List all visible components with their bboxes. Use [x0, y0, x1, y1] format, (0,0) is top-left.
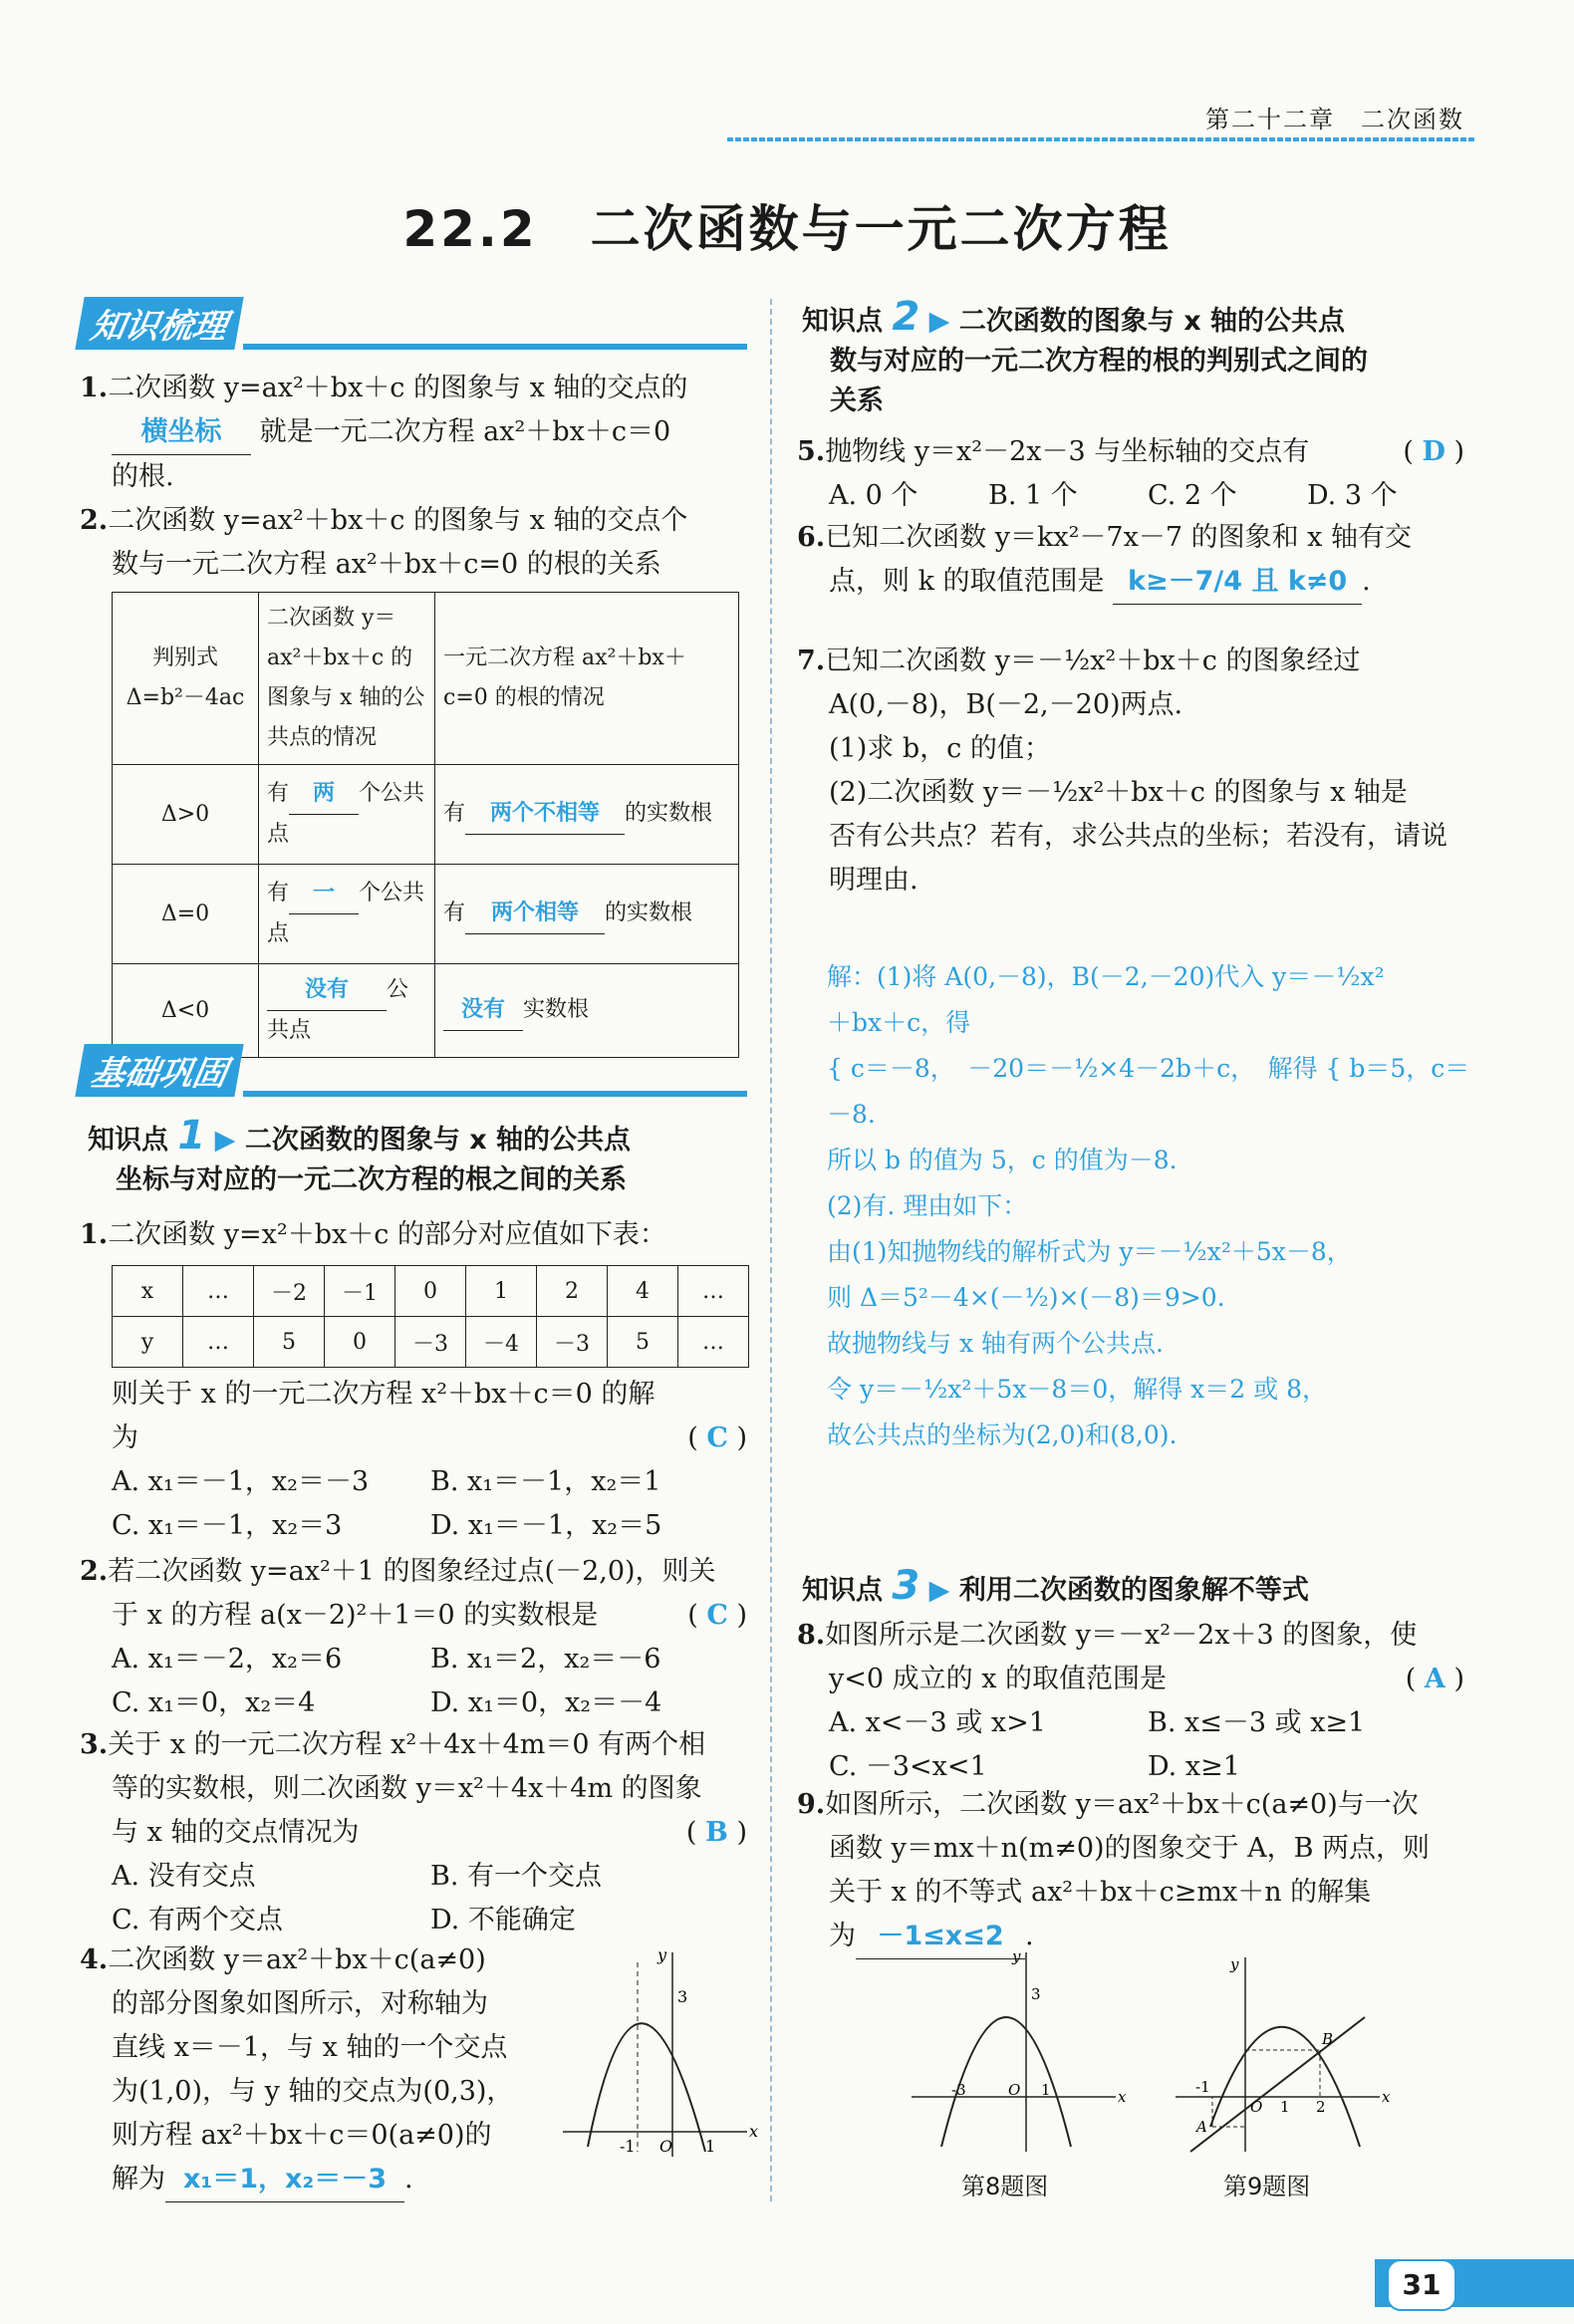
- table-row: Δ>0 有 两 个公共点 有 两个不相等 的实数根: [113, 765, 739, 865]
- header-line: [727, 137, 1474, 141]
- knowledge-point-heading-2: 知识点 2 ▶ 二次函数的图象与 x 轴的公共点 数与对应的一元二次方程的根的判别式之间的 关系: [802, 294, 1368, 416]
- table-cell: －3: [395, 1317, 466, 1368]
- table-row: Δ<0 没有 公共点 没有 实数根: [113, 964, 739, 1058]
- answer-blank: －1≤x≤2: [856, 1915, 1025, 1959]
- page-title: 22.2 二次函数与一元二次方程: [402, 200, 1172, 258]
- y-label: y: [1230, 1955, 1239, 1973]
- question-8: 8.如图所示是二次函数 y＝－x²－2x＋3 的图象，使 y<0 成立的 x 的取值范围是 ( A ) A. x<－3 或 x>1 B. x≤－3 或 x≥1 C. －3<x<1 D. x≥1: [797, 1620, 1464, 1782]
- table-cell: －4: [466, 1317, 537, 1368]
- question-6: 6.已知二次函数 y＝kx²－7x－7 的图象和 x 轴有交 点，则 k 的取值范围是 k≥－7/4 且 k≠0 .: [797, 516, 1474, 605]
- figure-9-graph: [1171, 1947, 1390, 2157]
- table-cell: －1: [325, 1266, 395, 1317]
- table-cell: －3: [537, 1317, 608, 1368]
- figure-8-graph: [907, 1947, 1126, 2157]
- line: [1190, 2017, 1365, 2152]
- question-1-body: 则关于 x 的一元二次方程 x²＋bx＋c＝0 的解 为 ( C ) A. x₁＝－1，x₂＝－3 B. x₁＝－1，x₂＝1 C. x₁＝－1，x₂＝3 D. x₁＝－1，x₂＝5: [112, 1379, 747, 1541]
- value-table: [112, 1265, 749, 1368]
- x-label: x: [1118, 2088, 1127, 2106]
- table-cell: x: [113, 1266, 183, 1317]
- x-label: x: [1382, 2088, 1391, 2106]
- table-cell: 2: [537, 1266, 608, 1317]
- table-cell: …: [678, 1266, 749, 1317]
- discriminant-table: 判别式 Δ=b²－4ac 二次函数 y＝ax²＋bx＋c 的图象与 x 轴的公共点的情况 一元二次方程 ax²＋bx＋c=0 的根的情况 Δ>0 有 两 个公共点 有 两个不相等 的实数根 Δ=0 有 一 个公共点 有 两个相等 的实数根 Δ<0 没有 公共点 没有 实数根: [112, 592, 739, 1058]
- q4-graph: [558, 1942, 757, 2162]
- section-label: 知识梳理: [75, 297, 243, 350]
- question-3: 3.关于 x 的一元二次方程 x²＋4x＋4m＝0 有两个相 等的实数根，则二次函数 y＝x²＋4x＋4m 的图象 与 x 轴的交点情况为 ( B ) A. 没有交点 B. 有一个交点 C. 有两个交点 D. 不能确定: [80, 1729, 747, 1936]
- table-cell: y: [113, 1317, 183, 1368]
- parabola: [1210, 2027, 1360, 2147]
- table-cell: …: [678, 1317, 749, 1368]
- table-cell: －2: [254, 1266, 325, 1317]
- point-a: A: [1196, 2118, 1207, 2136]
- tick-3: 3: [1031, 1985, 1041, 2003]
- table-cell: …: [183, 1317, 254, 1368]
- column-divider: [770, 299, 772, 2201]
- question-2: 2.若二次函数 y=ax²＋1 的图象经过点(－2,0)，则关 于 x 的方程 a(x－2)²＋1＝0 的实数根是 ( C ) A. x₁＝－2，x₂＝6 B. x₁＝2，x₂＝－6 C. x₁＝0，x₂＝4 D. x₁＝0，x₂＝－4: [80, 1556, 747, 1718]
- y-label: y: [1012, 1947, 1021, 1965]
- tick-1: 1: [1041, 2081, 1051, 2099]
- tick-m1: -1: [620, 2137, 636, 2156]
- answer-blank: k≥－7/4 且 k≠0: [1113, 560, 1362, 605]
- origin: O: [1008, 2081, 1021, 2099]
- table-cell: …: [183, 1266, 254, 1317]
- figure-8-caption: 第8题图: [961, 2173, 1049, 2200]
- question-9: 9.如图所示，二次函数 y＝ax²＋bx＋c(a≠0)与一次 函数 y＝mx＋n(m≠0)的图象交于 A，B 两点，则 关于 x 的不等式 ax²＋bx＋c≥mx＋n 的解集 为 －1≤x≤2 .: [797, 1783, 1474, 1959]
- section-band-knowledge: [80, 304, 747, 350]
- question-7: 7.已知二次函数 y＝－½x²＋bx＋c 的图象经过 A(0,－8)，B(－2,－20)两点. (1)求 b，c 的值； (2)二次函数 y＝－½x²＋bx＋c 的图象与 x 轴是 否有公共点？若有，求公共点的坐标；若没有，请说 明理由.: [797, 646, 1447, 896]
- table-cell: 4: [608, 1266, 678, 1317]
- section-label: 基础巩固: [75, 1044, 243, 1097]
- point-b: B: [1322, 2030, 1334, 2048]
- tick-m3: -3: [951, 2081, 966, 2099]
- page-number: 31: [1387, 2259, 1456, 2311]
- tick-1: 1: [1280, 2098, 1290, 2116]
- tick-m1: -1: [1195, 2078, 1210, 2096]
- question-1: 1.二次函数 y=x²＋bx＋c 的部分对应值如下表：: [80, 1219, 666, 1250]
- table-cell: 0: [325, 1317, 395, 1368]
- origin: O: [1250, 2098, 1263, 2116]
- table-row: Δ=0 有 一 个公共点 有 两个相等 的实数根: [113, 865, 739, 964]
- origin: O: [659, 2137, 673, 2156]
- table-cell: 5: [608, 1317, 678, 1368]
- q7-solution: 解：(1)将 A(0,－8)，B(－2,－20)代入 y＝－½x² ＋bx＋c，得 { c＝－8， －20＝－½×4－2b＋c， 解得 { b＝5，c＝－8. 所以 b 的值为 5，c 的值为－8. (2)有. 理由如下： 由(1)知抛物线的解析式为 y＝－½x²＋5x－8， 则 Δ＝5²－4×(－½)×(－8)＝9>0. 故抛物线与 x 轴有两个公共点. 令 y＝－½x²＋5x－8＝0，解得 x＝2 或 8， 故公共点的坐标为(2,0)和(8,0).: [827, 962, 1470, 1449]
- y-label: y: [657, 1945, 667, 1964]
- table-cell: 1: [466, 1266, 537, 1317]
- section-band-basic: [80, 1051, 747, 1097]
- knowledge-point-1: 1.二次函数 y=ax²＋bx＋c 的图象与 x 轴的交点的 横坐标 就是一元二次方程 ax²＋bx＋c＝0 的根. 2.二次函数 y=ax²＋bx＋c 的图象与 x 轴的交点个 数与一元二次方程 ax²＋bx＋c=0 的根的关系: [80, 373, 688, 580]
- table-cell: 0: [395, 1266, 466, 1317]
- chapter-header: 第二十二章 二次函数: [1205, 106, 1464, 133]
- answer-blank: 横坐标: [112, 410, 251, 455]
- knowledge-point-heading-3: 知识点 3 ▶ 利用二次函数的图象解不等式: [802, 1563, 1309, 1609]
- figure-9-caption: 第9题图: [1223, 2173, 1311, 2200]
- tick-1: 1: [705, 2137, 716, 2156]
- tick-3: 3: [677, 1987, 688, 2006]
- question-4: 4.二次函数 y＝ax²＋bx＋c(a≠0) 的部分图象如图所示，对称轴为 直线 x＝－1，与 x 轴的一个交点 为(1,0)，与 y 轴的交点为(0,3)， 则方程 ax²＋bx＋c＝0(a≠0)的 解为 x₁＝1，x₂＝－3 .: [80, 1938, 558, 2202]
- tick-2: 2: [1316, 2098, 1326, 2116]
- question-5: 5.抛物线 y＝x²－2x－3 与坐标轴的交点有 ( D ) A. 0 个 B. 1 个 C. 2 个 D. 3 个: [797, 436, 1464, 511]
- table-cell: 5: [254, 1317, 325, 1368]
- knowledge-point-heading-1: 知识点 1 ▶ 二次函数的图象与 x 轴的公共点 坐标与对应的一元二次方程的根之间的关系: [88, 1113, 632, 1195]
- x-label: x: [749, 2122, 759, 2141]
- answer-blank: x₁＝1，x₂＝－3: [165, 2158, 404, 2202]
